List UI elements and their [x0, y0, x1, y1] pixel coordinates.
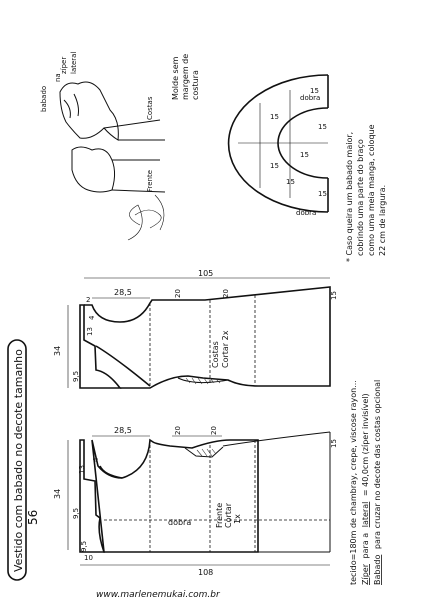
note-line-2: cobrindo uma parte do braço — [356, 139, 365, 256]
back-dim-waist-b: 20 — [222, 289, 230, 298]
sketch-ruffle-label: babado — [40, 85, 48, 112]
size-number: 56 — [26, 509, 40, 525]
front-dim-hip: 15 — [330, 439, 338, 448]
front-dim-length: 108 — [198, 568, 214, 577]
front-fold-label: dobra — [168, 518, 192, 527]
front-label: Frente — [215, 502, 224, 528]
sketch-back-label: Costas — [146, 96, 154, 120]
fabric-line-2 — [361, 393, 370, 585]
ruffle-fold-top: dobra — [300, 94, 321, 102]
note-line-1: * Caso queira um babado maior, — [345, 131, 354, 262]
title-block — [8, 340, 40, 580]
ruffle-dim-2: 15 — [318, 123, 327, 131]
front-cut-label: Cortar — [224, 502, 233, 528]
sketch-mold-3: costura — [191, 70, 200, 100]
back-left-edge — [80, 305, 120, 388]
front-dim-waist-b: 20 — [210, 426, 218, 435]
front-dim-shoulder: 13 — [78, 465, 86, 474]
back-dim-length: 105 — [198, 269, 214, 278]
website: www.marlenemukai.com.br — [96, 590, 220, 600]
note-line-4: 22 cm de largura. — [378, 184, 387, 256]
fabric-mid: para a — [361, 532, 370, 559]
back-dim-len-left: 2 — [86, 296, 91, 304]
back-dim-34: 34 — [53, 345, 62, 356]
front-dim-armhole: 4 — [92, 457, 100, 462]
front-sketch-bodice — [72, 147, 115, 192]
signature-stroke — [128, 195, 164, 240]
fabric-notes — [349, 380, 382, 585]
back-label: Costas — [211, 341, 220, 368]
sketch-zipper-label: zíper — [60, 56, 68, 74]
front-dim-neck-a: 9,5 — [72, 507, 80, 519]
note-line-3: como uma meia manga, coloque — [367, 124, 376, 256]
ruffle-dim-6: 15 — [270, 162, 279, 170]
back-dim-neck-b: 13 — [86, 327, 94, 336]
ruffle-note — [345, 124, 387, 262]
front-dim-len-left: 10 — [84, 554, 93, 562]
ruffle-dim-5: 15 — [270, 113, 279, 121]
sketch-mold-1: Molde sem — [171, 56, 180, 100]
front-hem-curve — [223, 432, 330, 446]
front-dim-bust: 28,5 — [114, 426, 132, 435]
signature — [128, 195, 164, 240]
back-dim-waist-a: 20 — [174, 289, 182, 298]
sketch-front-label: Frente — [146, 169, 154, 192]
back-piece — [53, 269, 338, 388]
front-dart-hatch — [197, 449, 216, 456]
back-neck-diagonal — [96, 346, 150, 386]
front-piece — [53, 426, 338, 577]
ruffle-dim-7: 15 — [286, 178, 295, 186]
front-dim-waist-a: 20 — [174, 426, 182, 435]
ruffle-dim-3: 15 — [300, 151, 309, 159]
back-dim-shoulder: 4 — [88, 315, 96, 320]
fabric-ruffle-info: para cruzar no decote das costas opcional — [373, 379, 382, 550]
sketch-mold-2: margem de — [181, 53, 190, 100]
ruffle-fold-bottom: dobra — [296, 209, 317, 217]
fabric-lateral: lateral — [361, 501, 370, 528]
back-sketch-ruffle — [64, 94, 79, 118]
ruffle-dim-4: 15 — [318, 190, 327, 198]
ruffle-pattern — [229, 75, 328, 217]
front-dim-neck-b: 9,5 — [80, 540, 88, 552]
back-dim-bust: 28,5 — [114, 288, 132, 297]
back-dim-hip: 15 — [330, 291, 338, 300]
front-sketch-skirt — [112, 160, 165, 192]
fabric-ruffle: Babado — [373, 554, 382, 585]
front-left-edge — [80, 440, 104, 552]
fabric-zipper-info: = 40,0cm (zíper invisível) — [361, 393, 370, 497]
back-cut-label: Cortar 2x — [221, 330, 230, 368]
back-sketch-bodice — [60, 82, 118, 140]
front-outline — [92, 440, 258, 552]
fabric-line-3 — [373, 380, 382, 585]
back-dim-neck-a: 9,5 — [72, 370, 80, 382]
garment-sketches — [40, 52, 200, 192]
fabric-line-1: tecido=180m de chambray, crepe, viscose rayon... — [349, 380, 358, 585]
front-cut-count: 1x — [233, 514, 242, 524]
sketch-zipper-label-2: lateral — [70, 51, 78, 74]
ruffle-dim-1: 15 — [310, 87, 319, 95]
sketch-zipper-label-3: na — [54, 73, 62, 82]
front-dim-34: 34 — [53, 488, 62, 499]
fabric-zipper: Zíper — [361, 564, 370, 585]
title: Vestido com babado no decote tamanho — [12, 349, 25, 572]
back-outline — [84, 287, 330, 388]
